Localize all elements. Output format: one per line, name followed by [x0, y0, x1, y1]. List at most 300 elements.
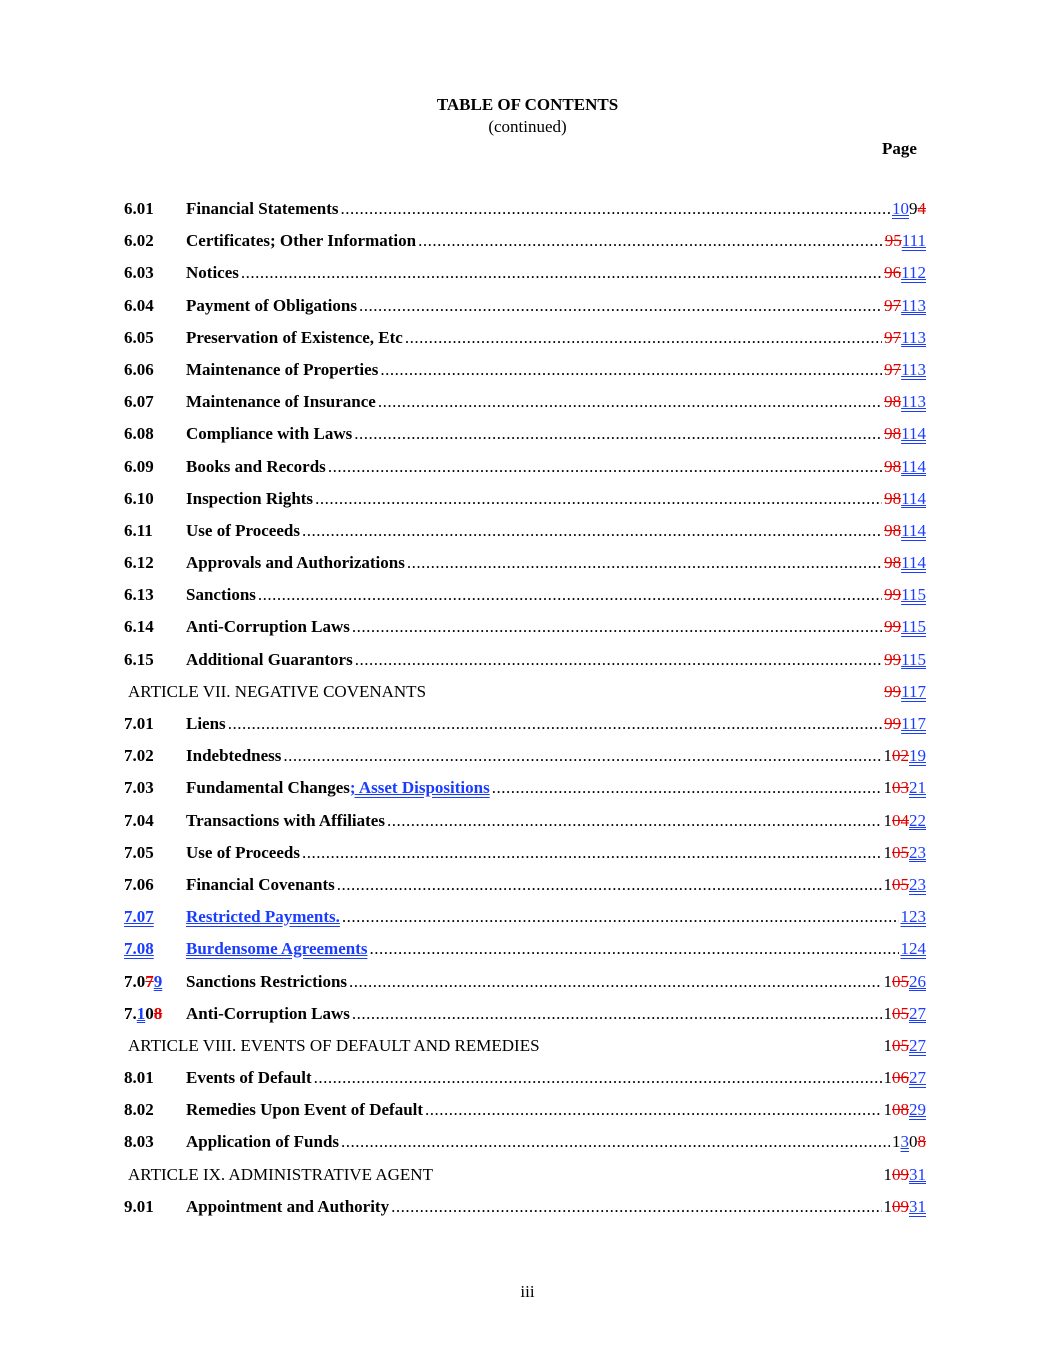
section-title-text: Indebtedness	[186, 746, 282, 766]
section-number	[124, 1099, 154, 1121]
section-number-text: 6.07	[124, 392, 154, 412]
dot-leader	[425, 1099, 881, 1121]
toc-line	[186, 713, 926, 735]
section-title[interactable]	[186, 262, 241, 284]
section-title[interactable]	[186, 488, 315, 510]
section-title[interactable]	[186, 777, 492, 799]
section-number-text: 6.09	[124, 456, 154, 476]
page-ref-text-ins[interactable]: 114	[901, 488, 926, 508]
toc-line	[186, 488, 926, 510]
toc-title: TABLE OF CONTENTS	[436, 95, 619, 114]
toc-line	[186, 423, 926, 445]
page-ref-text-ins[interactable]: 115	[901, 585, 926, 605]
section-number-text: 7.05	[124, 842, 154, 862]
toc-entry	[124, 488, 926, 520]
toc-entry	[124, 938, 926, 970]
section-title[interactable]	[186, 1099, 425, 1121]
section-number	[124, 810, 154, 832]
section-title[interactable]	[186, 456, 328, 478]
page-ref	[882, 423, 926, 445]
page-ref-text-ins[interactable]: 124	[900, 939, 926, 959]
dot-leader	[387, 810, 882, 832]
section-title[interactable]	[186, 842, 302, 864]
section-number-text: 0	[145, 1003, 154, 1023]
page-ref-text-ins[interactable]: 111	[901, 231, 926, 251]
section-number	[124, 456, 154, 478]
section-title[interactable]	[186, 1131, 341, 1153]
page-ref-text-del: 99	[884, 714, 902, 733]
page-ref-text-del: 98	[884, 424, 902, 444]
section-title[interactable]	[186, 230, 418, 252]
toc-line	[186, 842, 926, 864]
dot-leader	[492, 777, 882, 799]
toc-line	[186, 262, 926, 284]
section-number-text: 6.10	[124, 488, 154, 508]
toc-line	[186, 230, 926, 252]
page-ref-text-ins[interactable]: 113	[901, 327, 926, 347]
page-ref	[882, 327, 926, 349]
page-number: iii	[520, 1282, 535, 1301]
article-title	[128, 1035, 540, 1057]
page-ref	[890, 198, 926, 220]
page-ref	[882, 681, 926, 703]
section-number-text: 6.04	[124, 295, 154, 315]
dot-leader	[228, 713, 882, 735]
toc-line	[186, 359, 926, 381]
dot-leader	[391, 1196, 881, 1218]
section-number	[124, 616, 154, 638]
section-title[interactable]	[186, 874, 337, 896]
page-ref-text-ins[interactable]: 114	[901, 553, 926, 573]
page-ref-text-ins[interactable]: 115	[901, 617, 926, 637]
dot-leader	[405, 327, 882, 349]
section-title-text-ins[interactable]: ; Asset Dispositions	[349, 778, 490, 798]
toc-line	[186, 584, 926, 606]
page-ref	[882, 1003, 927, 1025]
page-ref-text-ins[interactable]: 3	[900, 1132, 909, 1152]
dot-leader	[359, 295, 882, 317]
section-title-text: Liens	[186, 714, 226, 733]
section-title-text-ins[interactable]: Restricted Payments.	[186, 907, 340, 927]
page-ref-text: 1	[883, 810, 892, 830]
page-ref-text-del: 98	[884, 392, 902, 412]
page-ref-text-ins[interactable]: 117	[901, 681, 926, 701]
page-ref-text-del: 03	[892, 778, 909, 798]
section-title-text: Books and Records	[186, 456, 326, 476]
page-ref-text-del: 99	[884, 585, 902, 605]
page-ref	[882, 649, 926, 671]
toc-entry	[124, 1099, 926, 1131]
dot-leader	[352, 616, 882, 638]
page-ref-text-ins[interactable]: 113	[901, 295, 926, 315]
page-ref-text-ins[interactable]: 31	[909, 1164, 926, 1184]
section-title[interactable]	[186, 1003, 352, 1025]
dot-leader	[380, 359, 882, 381]
toc-article-heading	[124, 681, 926, 713]
section-number-text: 6.06	[124, 359, 154, 379]
toc-line	[186, 520, 926, 542]
section-number-text: 6.13	[124, 585, 154, 605]
page-ref	[882, 777, 927, 799]
toc-list	[124, 198, 926, 1228]
page-ref-text-del: 4	[917, 199, 926, 218]
page-ref-text-ins[interactable]: 23	[909, 874, 926, 894]
section-number-text: 6.01	[124, 199, 154, 218]
page-ref-text-ins[interactable]: 26	[909, 971, 926, 991]
article-title-text: ARTICLE VIII. EVENTS OF DEFAULT AND REMEDIES	[128, 1035, 540, 1055]
section-number	[124, 520, 153, 542]
page-ref	[882, 552, 926, 574]
dot-leader	[337, 874, 882, 896]
toc-line	[186, 295, 926, 317]
page-ref-text-ins[interactable]: 114	[901, 520, 926, 540]
toc-entry	[124, 1196, 926, 1228]
section-number-text: 6.08	[124, 424, 154, 444]
toc-entry	[124, 1003, 926, 1035]
section-number-text: 6.15	[124, 649, 154, 669]
page-ref-text-ins[interactable]: 27	[909, 1068, 926, 1088]
page-ref-text: 1	[883, 778, 892, 798]
section-title-text: Maintenance of Insurance	[186, 392, 376, 412]
page-ref-text-ins[interactable]: 31	[909, 1196, 926, 1216]
toc-line	[186, 1099, 926, 1121]
page-ref-text: 1	[883, 1003, 892, 1023]
section-title[interactable]	[186, 745, 283, 767]
page-column-label: Page	[882, 139, 917, 158]
dot-leader	[352, 1003, 882, 1025]
section-title-text: Financial Statements	[186, 199, 339, 218]
section-title[interactable]	[186, 327, 405, 349]
toc-entry	[124, 1067, 926, 1099]
toc-article-heading	[124, 1035, 926, 1067]
section-title[interactable]	[186, 971, 349, 993]
section-number-text: 6.11	[124, 520, 153, 540]
page-ref-text-del: 99	[884, 617, 902, 637]
toc-article-heading	[124, 1164, 926, 1196]
section-title[interactable]	[186, 391, 378, 413]
toc-entry	[124, 391, 926, 423]
toc-line	[186, 327, 926, 349]
page-ref-text-del: 05	[892, 842, 909, 862]
toc-line	[186, 1196, 926, 1218]
dot-leader	[407, 552, 882, 574]
toc-line	[186, 810, 926, 832]
page-ref-text: 1	[883, 1100, 892, 1120]
page-ref-text-del: 08	[892, 1100, 909, 1120]
page-ref-text-del: 05	[892, 874, 909, 894]
section-title-text: Anti-Corruption Laws	[186, 1003, 350, 1023]
toc-line	[186, 1067, 926, 1089]
page-ref-text-del: 04	[892, 810, 909, 830]
section-number	[124, 1131, 154, 1153]
section-number	[124, 777, 154, 799]
toc-entry	[124, 649, 926, 681]
toc-subtitle: (continued)	[488, 117, 567, 136]
page-ref-text-del: 98	[884, 520, 902, 540]
article-title-text: ARTICLE VII. NEGATIVE COVENANTS	[128, 681, 427, 701]
page-ref-text-ins[interactable]: 113	[901, 392, 926, 412]
page-ref	[882, 1099, 927, 1121]
section-title-text: Compliance with Laws	[186, 424, 353, 444]
page-ref-text-ins[interactable]: 113	[901, 359, 926, 379]
section-title-text: Certificates; Other Information	[186, 231, 417, 251]
section-number	[124, 262, 154, 284]
section-number	[124, 971, 162, 993]
page-ref-text-ins[interactable]: 114	[901, 424, 926, 444]
page-ref-text: 1	[883, 1196, 892, 1216]
page-ref-text: 1	[883, 971, 892, 991]
section-title[interactable]	[186, 295, 359, 317]
section-number	[124, 649, 154, 671]
page-ref	[882, 488, 926, 510]
toc-line	[186, 745, 926, 767]
toc-entry	[124, 616, 926, 648]
page-ref-text-del: 09	[892, 1196, 909, 1216]
page-ref-text: 1	[883, 1068, 892, 1088]
section-number-text: 6.05	[124, 327, 154, 347]
dot-leader	[378, 391, 882, 413]
section-title-text: Preservation of Existence, Etc	[186, 327, 403, 347]
toc-entry	[124, 520, 926, 552]
toc-entry	[124, 713, 926, 745]
section-number-text: 8.01	[124, 1068, 154, 1088]
section-number	[124, 295, 154, 317]
dot-leader	[302, 520, 882, 542]
dot-leader	[314, 1067, 882, 1089]
dot-leader	[341, 198, 890, 220]
section-number	[124, 359, 154, 381]
section-number	[124, 391, 154, 413]
page-ref	[899, 938, 927, 960]
dot-leader	[283, 745, 881, 767]
section-number	[124, 745, 154, 767]
page-ref-text-ins[interactable]: 22	[909, 810, 926, 830]
toc-entry	[124, 777, 926, 809]
toc-entry	[124, 262, 926, 294]
page-ref-text-del: 05	[892, 1035, 909, 1055]
section-number	[124, 1067, 154, 1089]
section-number-text-ins[interactable]: 1	[136, 1003, 146, 1023]
toc-entry	[124, 842, 926, 874]
section-title-text: Events of Default	[186, 1068, 312, 1088]
dot-leader	[355, 649, 882, 671]
dot-leader	[302, 842, 882, 864]
page-ref-text-del: 02	[892, 746, 909, 766]
page-ref	[882, 971, 927, 993]
page-ref-text-del: 09	[892, 1164, 909, 1184]
section-number-text-ins[interactable]: 7.07	[124, 907, 154, 927]
toc-line	[186, 777, 926, 799]
page-ref-text: 0	[909, 1132, 918, 1152]
section-number-text: 7.01	[124, 714, 154, 733]
page-ref-text-ins[interactable]: 27	[909, 1035, 926, 1055]
toc-line	[186, 616, 926, 638]
toc-line	[186, 552, 926, 574]
section-title[interactable]	[186, 649, 355, 671]
section-number	[124, 906, 154, 928]
section-title[interactable]	[186, 423, 354, 445]
section-title[interactable]	[186, 938, 369, 960]
section-title[interactable]	[186, 616, 352, 638]
section-title[interactable]	[186, 713, 228, 735]
page-ref-text-del: 99	[884, 681, 902, 701]
dot-leader	[342, 906, 899, 928]
section-title[interactable]	[186, 906, 342, 928]
section-number	[124, 552, 154, 574]
page-ref	[882, 842, 927, 864]
section-title-text: Anti-Corruption Laws	[186, 617, 350, 637]
page-ref	[882, 745, 927, 767]
section-title[interactable]	[186, 1196, 391, 1218]
page-ref-text-ins[interactable]: 10	[892, 199, 909, 218]
section-title-text: Additional Guarantors	[186, 649, 353, 669]
section-number	[124, 198, 154, 220]
page-ref-text-ins[interactable]: 117	[901, 714, 926, 733]
page-ref	[882, 456, 926, 478]
section-title-text: Transactions with Affiliates	[186, 810, 385, 830]
section-title-text-ins[interactable]: Burdensome Agreements	[186, 939, 368, 959]
toc-line	[186, 938, 926, 960]
page-ref	[899, 906, 927, 928]
page-ref-text: 1	[892, 1132, 901, 1152]
page-ref-text: 1	[883, 842, 892, 862]
section-title[interactable]	[186, 552, 407, 574]
dot-leader	[369, 938, 898, 960]
toc-line	[186, 1131, 926, 1153]
page-ref-text-ins[interactable]: 19	[909, 746, 926, 766]
section-title[interactable]	[186, 1067, 314, 1089]
page-ref-text-ins[interactable]: 115	[901, 649, 926, 669]
page-ref	[883, 230, 926, 252]
section-number-text: 6.12	[124, 553, 154, 573]
section-number	[124, 842, 154, 864]
section-title-text: Maintenance of Properties	[186, 359, 379, 379]
section-number-text: 8.03	[124, 1132, 154, 1152]
section-number	[124, 938, 154, 960]
page-ref	[882, 262, 926, 284]
page-ref	[882, 584, 926, 606]
section-title[interactable]	[186, 810, 387, 832]
page-ref-text-ins[interactable]: 114	[901, 456, 926, 476]
toc-entry	[124, 874, 926, 906]
section-number-text-ins[interactable]: 7.08	[124, 939, 154, 959]
section-number-text: 7.0	[124, 971, 146, 991]
page-ref-text: 1	[883, 746, 892, 766]
page-ref-text-del: 98	[884, 456, 902, 476]
page-ref-text: 1	[883, 1035, 892, 1055]
page-ref-text-del: 97	[884, 295, 902, 315]
dot-leader	[258, 584, 882, 606]
toc-entry	[124, 198, 926, 230]
section-number	[124, 230, 154, 252]
dot-leader	[354, 423, 882, 445]
page-ref	[882, 1035, 927, 1057]
section-title-text: Remedies Upon Event of Default	[186, 1100, 424, 1120]
page-ref	[890, 1131, 926, 1153]
page-ref-text-ins[interactable]: 27	[909, 1003, 926, 1023]
section-number	[124, 1003, 162, 1025]
section-title[interactable]	[186, 359, 380, 381]
page-ref	[882, 616, 926, 638]
toc-line	[186, 391, 926, 413]
toc-entry	[124, 810, 926, 842]
section-number-text-ins[interactable]: 9	[153, 971, 163, 991]
section-title[interactable]	[186, 584, 258, 606]
section-number-text: 6.03	[124, 263, 154, 283]
toc-line	[186, 456, 926, 478]
toc-line	[186, 649, 926, 671]
page-ref-text-del: 98	[884, 488, 902, 508]
section-title-text: Financial Covenants	[186, 874, 335, 894]
page-ref	[882, 359, 926, 381]
page-ref-text-del: 95	[884, 231, 902, 251]
section-title[interactable]	[186, 520, 302, 542]
page-ref	[882, 295, 926, 317]
dot-leader	[328, 456, 882, 478]
section-title-text: Application of Funds	[186, 1132, 340, 1152]
page-ref-text-ins[interactable]: 23	[909, 842, 926, 862]
section-number-text: 6.14	[124, 617, 154, 637]
section-number-text: 7.03	[124, 778, 154, 798]
page-ref	[882, 810, 927, 832]
page-ref-text: 1	[883, 874, 892, 894]
page-ref	[882, 1067, 927, 1089]
toc-entry	[124, 230, 926, 262]
page-ref-text-del: 8	[917, 1132, 926, 1152]
page-ref-text-ins[interactable]: 29	[909, 1100, 926, 1120]
toc-line	[186, 1003, 926, 1025]
section-title-text: Payment of Obligations	[186, 295, 357, 315]
page-ref	[882, 1164, 927, 1186]
section-title-text: Notices	[186, 263, 239, 283]
page-ref-text-ins[interactable]: 112	[901, 263, 926, 283]
section-number-text: 9.01	[124, 1196, 154, 1216]
section-number-text: 7.04	[124, 810, 154, 830]
dot-leader	[241, 262, 882, 284]
page-ref-text-del: 05	[892, 971, 909, 991]
section-number	[124, 584, 154, 606]
toc-entry	[124, 745, 926, 777]
section-number-text: 7.06	[124, 874, 154, 894]
section-title-text: Sanctions Restrictions	[186, 971, 348, 991]
dot-leader	[315, 488, 882, 510]
section-number	[124, 874, 154, 896]
section-number	[124, 327, 154, 349]
section-title-text: Appointment and Authority	[186, 1196, 390, 1216]
toc-entry	[124, 456, 926, 488]
section-number-text-del: 7	[145, 971, 154, 991]
toc-line	[186, 198, 926, 220]
section-number-text-del: 8	[153, 1003, 163, 1023]
page-ref-text-del: 05	[892, 1003, 909, 1023]
section-title-text: Approvals and Authorizations	[186, 553, 405, 573]
page-ref	[882, 520, 926, 542]
toc-entry	[124, 971, 926, 1003]
section-number	[124, 713, 154, 735]
section-title[interactable]	[186, 198, 341, 220]
section-number-text: 6.02	[124, 231, 154, 251]
toc-entry	[124, 1131, 926, 1163]
dot-leader	[341, 1131, 890, 1153]
page-ref	[882, 874, 927, 896]
page-ref-text-ins[interactable]: 21	[909, 778, 926, 798]
page-ref-text-ins[interactable]: 123	[900, 907, 926, 927]
section-number-text: 7.02	[124, 746, 154, 766]
toc-entry	[124, 327, 926, 359]
page-ref-text-del: 97	[884, 359, 902, 379]
dot-leader	[418, 230, 883, 252]
dot-leader	[349, 971, 881, 993]
